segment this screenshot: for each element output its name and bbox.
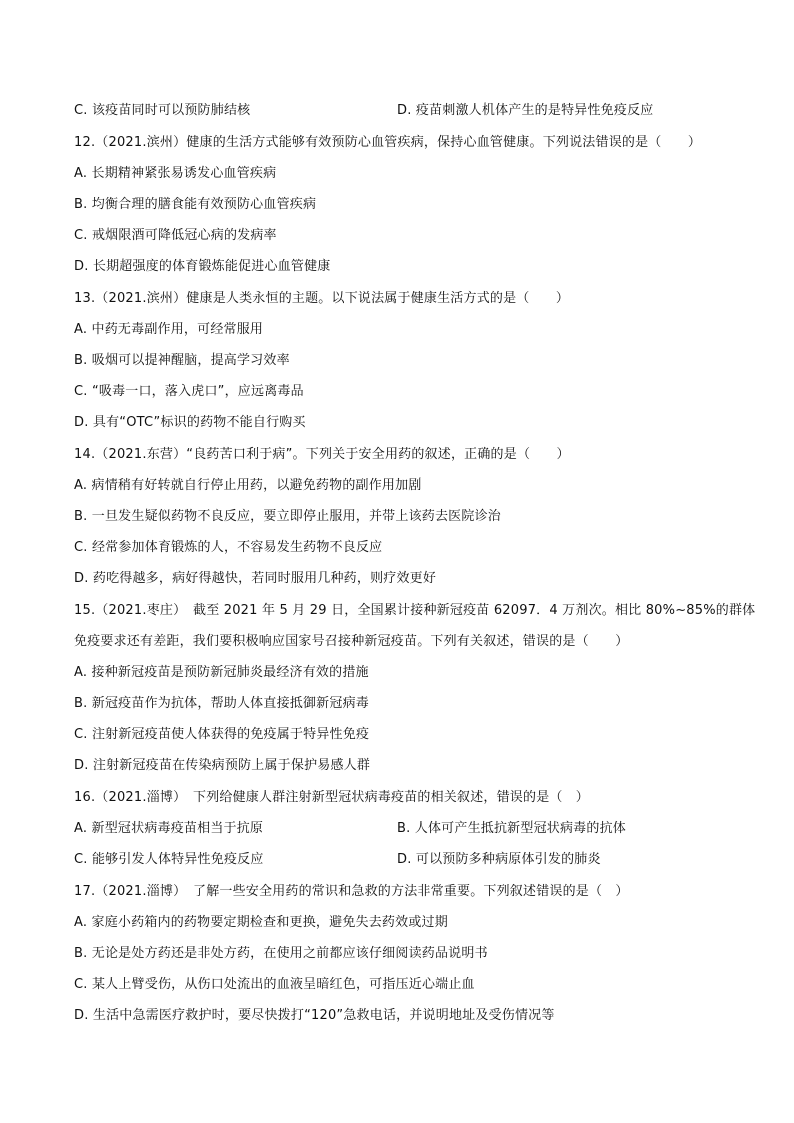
q14-option-b: B. 一旦发生疑似药物不良反应，要立即停止服用，并带上该药去医院诊治: [74, 509, 501, 524]
q14-option-a: A. 病情稍有好转就自行停止用药，以避免药物的副作用加剧: [74, 478, 422, 493]
q16-option-a: A. 新型冠状病毒疫苗相当于抗原: [74, 821, 264, 836]
q13-option-d: D. 具有“OTC”标识的药物不能自行购买: [74, 415, 306, 430]
q12-stem: 12.（2021.滨州）健康的生活方式能够有效预防心血管疾病，保持心血管健康。下列说法错误的是（ ）: [74, 135, 702, 150]
q12-option-a: A. 长期精神紧张易诱发心血管疾病: [74, 166, 277, 181]
q16-stem: 16.（2021.淄博） 下列给健康人群注射新型冠状病毒疫苗的相关叙述，错误的是（ ）: [74, 790, 589, 805]
q15-option-d: D. 注射新冠疫苗在传染病预防上属于保护易感人群: [74, 758, 371, 773]
q13-stem: 13.（2021.滨州）健康是人类永恒的主题。以下说法属于健康生活方式的是（ ）: [74, 291, 570, 306]
q13-option-a: A. 中药无毒副作用，可经常服用: [74, 322, 264, 337]
q12-option-c: C. 戒烟限酒可降低冠心病的发病率: [74, 228, 277, 243]
q16-option-d: D. 可以预防多种病原体引发的肺炎: [397, 852, 601, 867]
q17-option-a: A. 家庭小药箱内的药物要定期检查和更换，避免失去药效或过期: [74, 915, 448, 930]
q12-option-d: D. 长期超强度的体育锻炼能促进心血管健康: [74, 259, 331, 274]
q17-option-c: C. 某人上臂受伤，从伤口处流出的血液呈暗红色，可指压近心端止血: [74, 977, 475, 992]
q14-stem: 14.（2021.东营）“良药苦口利于病”。下列关于安全用药的叙述，正确的是（ ）: [74, 447, 570, 462]
q17-stem: 17.（2021.淄博） 了解一些安全用药的常识和急救的方法非常重要。下列叙述错误的是（ ）: [74, 884, 629, 899]
q11-option-c: C. 该疫苗同时可以预防肺结核: [74, 103, 251, 118]
q13-option-b: B. 吸烟可以提神醒脑，提高学习效率: [74, 353, 290, 368]
q14-option-d: D. 药吃得越多，病好得越快，若同时服用几种药，则疗效更好: [74, 571, 437, 586]
q13-option-c: C. “吸毒一口，落入虎口”，应远离毒品: [74, 384, 304, 399]
q11-option-d: D. 疫苗刺激人机体产生的是特异性免疫反应: [397, 103, 654, 118]
q16-option-c: C. 能够引发人体特异性免疫反应: [74, 852, 264, 867]
q15-stem-line-2: 免疫要求还有差距，我们要积极响应国家号召接种新冠疫苗。下列有关叙述，错误的是（ ）: [74, 634, 629, 649]
q15-option-c: C. 注射新冠疫苗使人体获得的免疫属于特异性免疫: [74, 727, 370, 742]
q15-option-b: B. 新冠疫苗作为抗体，帮助人体直接抵御新冠病毒: [74, 696, 369, 711]
q12-option-b: B. 均衡合理的膳食能有效预防心血管疾病: [74, 197, 317, 212]
q17-option-d: D. 生活中急需医疗救护时，要尽快拨打“120”急救电话，并说明地址及受伤情况等: [74, 1008, 555, 1023]
q16-option-b: B. 人体可产生抵抗新型冠状病毒的抗体: [397, 821, 626, 836]
q15-option-a: A. 接种新冠疫苗是预防新冠肺炎最经济有效的措施: [74, 665, 369, 680]
q15-stem-line-1: 15.（2021.枣庄） 截至 2021 年 5 月 29 日，全国累计接种新冠疫苗 62097．4 万剂次。相比 80%~85%的群体: [74, 603, 756, 618]
q14-option-c: C. 经常参加体育锻炼的人，不容易发生药物不良反应: [74, 540, 383, 555]
q17-option-b: B. 无论是处方药还是非处方药，在使用之前都应该仔细阅读药品说明书: [74, 946, 488, 961]
